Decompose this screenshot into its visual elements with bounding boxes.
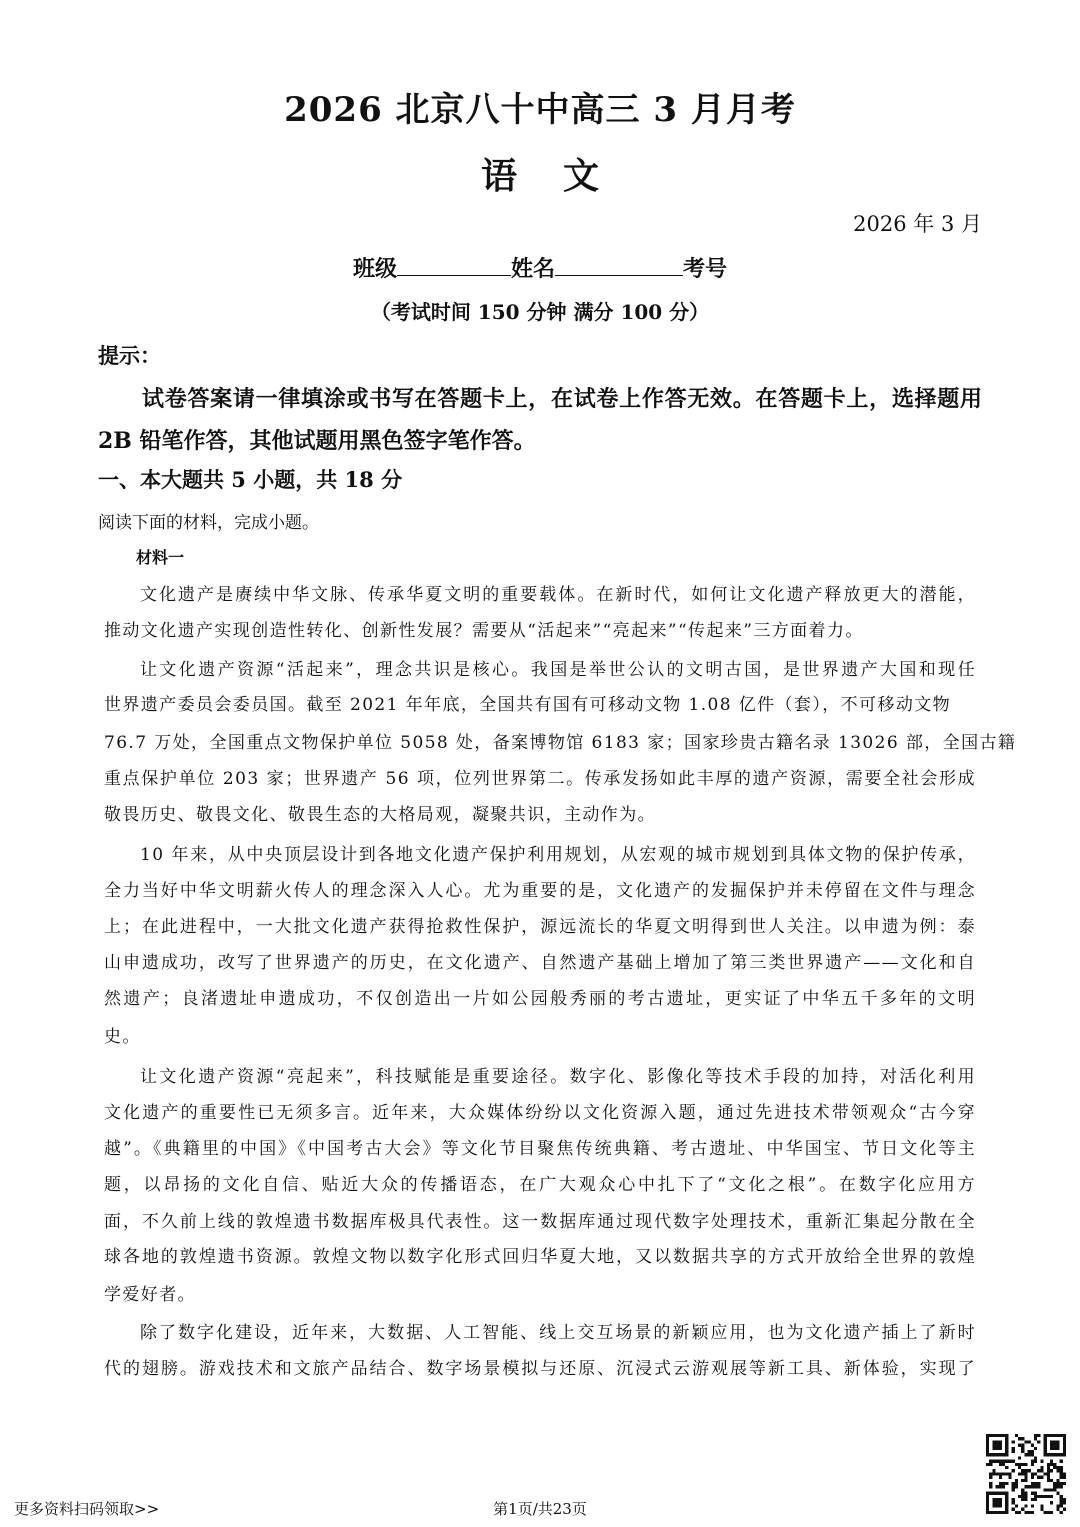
class-label: 班级	[352, 256, 397, 282]
body-line: 让文化遗产资源“活起来”，理念共识是核心。我国是举世公认的文明古国，是世界遗产大国和现任	[140, 660, 976, 680]
body-line: 让文化遗产资源“亮起来”，科技赋能是重要途径。数字化、影像化等技术手段的加持，对活化利用	[140, 1067, 976, 1087]
body-line: 史。	[104, 1027, 141, 1047]
body-line: 推动文化遗产实现创造性转化、创新性发展？需要从“活起来”“亮起来”“传起来”三方面着力。	[104, 621, 864, 641]
qr-code-icon[interactable]	[986, 1434, 1066, 1514]
page-number: 第1页/共23页	[493, 1500, 587, 1518]
footer-promo[interactable]: 更多资料扫码领取>>	[14, 1500, 160, 1518]
subject-title: 语文	[480, 155, 645, 197]
exam-title: 2026 北京八十中高三 3 月月考	[284, 90, 796, 130]
name-label: 姓名	[510, 256, 555, 282]
body-line: 学爱好者。	[104, 1285, 196, 1305]
notice-label: 提示：	[98, 343, 161, 368]
body-line: 重点保护单位 203 家；世界遗产 56 项，位列世界第二。传承发扬如此丰厚的遗产资源，需要全社会形成	[104, 769, 976, 789]
section-heading: 一、本大题共 5 小题，共 18 分	[98, 467, 403, 492]
name-blank[interactable]	[555, 255, 683, 276]
body-line: 全力当好中华文明薪火传人的理念深入人心。尤为重要的是，文化遗产的发掘保护并未停留在文件与理念	[104, 881, 976, 901]
body-line: 除了数字化建设，近年来，大数据、人工智能、线上交互场景的新颖应用，也为文化遗产插上了新时	[140, 1323, 976, 1343]
material-title: 材料一	[136, 548, 185, 567]
body-line: 敬畏历史、敬畏文化、敬畏生态的大格局观，凝聚共识，主动作为。	[104, 805, 656, 825]
exam-date: 2026 年 3 月	[853, 212, 982, 236]
section-instruction: 阅读下面的材料，完成小题。	[98, 513, 319, 533]
body-line: 10 年来，从中央顶层设计到各地文化遗产保护利用规划，从宏观的城市规划到具体文物的保护传承，	[140, 845, 976, 865]
body-line: 球各地的敦煌遗书资源。敦煌文物以数字化形式回归华夏大地，又以数据共享的方式开放给全世界的敦煌	[104, 1247, 976, 1267]
body-line: 文化遗产是赓续中华文脉、传承华夏文明的重要载体。在新时代，如何让文化遗产释放更大的潜能，	[140, 585, 976, 605]
body-line: 76.7 万处，全国重点文物保护单位 5058 处，备案博物馆 6183 家；国家珍贵古籍名录 13026 部，全国古籍	[104, 733, 1017, 753]
body-line: 世界遗产委员会委员国。截至 2021 年年底，全国共有国有可移动文物 1.08 亿件（套），不可移动文物	[104, 695, 952, 715]
id-label: 考号	[683, 256, 728, 282]
class-blank[interactable]	[397, 255, 511, 276]
exam-duration: （考试时间 150 分钟 满分 100 分）	[370, 300, 710, 324]
body-line: 面，不久前上线的敦煌遗书数据库极具代表性。这一数据库通过现代数字处理技术，重新汇集起分散在全	[104, 1212, 976, 1232]
body-line: 山申遗成功，改写了世界遗产的历史，在文化遗产、自然遗产基础上增加了第三类世界遗产——文化和自	[104, 953, 976, 973]
body-line: 代的翅膀。游戏技术和文旅产品结合、数字场景模拟与还原、沉浸式云游观展等新工具、新体验，实现了	[104, 1359, 976, 1379]
body-line: 越”。《典籍里的中国》《中国考古大会》等文化节目聚焦传统典籍、考古遗址、中华国宝、节日文化等主	[104, 1139, 976, 1159]
body-line: 然遗产；良渚遗址申遗成功，不仅创造出一片如公园般秀丽的考古遗址，更实证了中华五千多年的文明	[104, 989, 976, 1009]
student-info-row	[0, 252, 1080, 283]
body-line: 题，以昂扬的文化自信、贴近大众的传播语态，在广大观众心中扎下了“文化之根”。在数字化应用方	[104, 1175, 976, 1195]
body-line: 上；在此进程中，一大批文化遗产获得抢救性保护，源远流长的华夏文明得到世人关注。以申遗为例：泰	[104, 917, 976, 937]
body-line: 文化遗产的重要性已无须多言。近年来，大众媒体纷纷以文化资源入题，通过先进技术带领观众“古今穿	[104, 1103, 976, 1123]
notice-text: 试卷答案请一律填涂或书写在答题卡上，在试卷上作答无效。在答题卡上，选择题用 2B 铅笔作答，其他试题用黑色签字笔作答。	[98, 386, 982, 454]
